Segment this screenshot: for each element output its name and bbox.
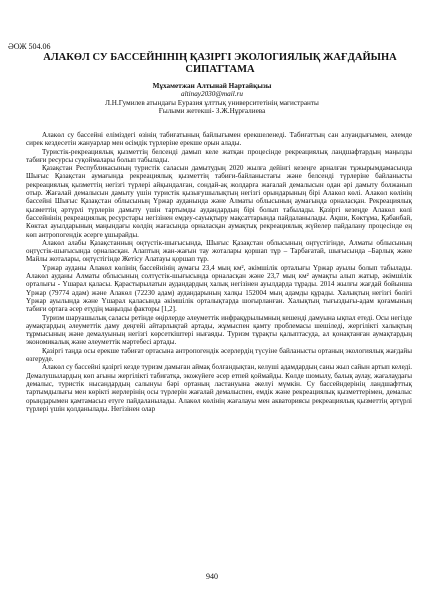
udk-code: ӘОЖ 504.06 bbox=[8, 42, 51, 51]
article-body bbox=[26, 131, 412, 413]
page-number: 940 bbox=[206, 572, 218, 581]
author-supervisor: Ғылыми жетекші- З.Ж.Нұрғалиева bbox=[158, 106, 266, 115]
body-paragraph: Қазіргі таңда осы ерекше табиғат ортасына антропогендік әсерлердің түсуіне байланысты ортаның экологиялық жағдайы өзгеруде. bbox=[26, 346, 412, 364]
body-paragraph: Қазақстан Республикасының туристік саласын дамытудың 2020 жылға дейінгі кезеңге арналған тұжырымдамасында Шығыс Қазақстан аумағында рекреациялық қызметтің табиғи-байланыстағы және белсенді түрлеріне байланысты рекреациялық қызметтің негізгі түрлері айқындалған, сондай-ақ жолдарға жағалай демалысын одан әрі дамыту болжанып отыр. Жағалай демалысын дамыту үшін туристік қызығушылықтың негізгі орындарының бірі Алакөл көлі. Алакөл көлінің бассейні Шығыс Қазақстан облысының Үржар ауданында және Алматы облысының аумағында орналасқан. Рекреациялық қызметтің әртүрлі түрлерін дамыту үшін тартымды аудандардың бірі болып табылады. Қазіргі кезеңде Алакөл көлі бассейнінің рекреациялық ресурстары негізінен емдеу-сауықтыру мақсаттарында пайдаланылады. Ақши, Көктұма, Қабанбай, Көктал ауылдарының маңындағы көлдің жағасында орналасқан аумақтық рекреациялық жүйелер пайдалану процесінде ең көп антропогендік әсерге ұшырайды. bbox=[26, 164, 412, 239]
author-block bbox=[30, 82, 394, 115]
body-paragraph: Туристік-рекреациялық қызметтің белсенді дамып келе жатқан процесінде рекреациялық ландшафтардың маңызды табиғи ресурсы суқоймалары болып табылады. bbox=[26, 147, 412, 164]
author-email: altinay2030@mail.ru bbox=[181, 90, 243, 99]
body-paragraph: Туризм шаруашылық саласы ретінде өңірлерде әлеуметтік инфрақұрылымның кешенді дамуына ықпал етеді. Осы негізде аумақтардың әлеуметтік даму деңгейі айтарлықтай артады, жұмыспен қамту проблемасы шешіледі, жергілікті халықтың тұрмысының және демалуының негізгі көрсеткіштері нығаяды. Туризм тұрақты қалыптасуда, ал қонақтанған аумақтардың экономикалық және әлеуметтік мәртебесі артады. bbox=[26, 313, 412, 347]
author-name: Мұхаметжан Алтынай Нартайқызы bbox=[152, 82, 272, 90]
body-paragraph: Алакөл алабы Қазақстанның оңтүстік-шығысында, Шығыс Қазақстан облысының оңтүстігінде, Алматы облысының оңтүстік-шығысында орналасқан. Алаптың жан-жағын тау жоталары қоршап тұр – Тарбағатай, шығысында –Барлық және Майлы жоталары, оңтүстігінде Жетісу Алатауы қоршап тұр. bbox=[26, 238, 412, 264]
author-affiliation: Л.Н.Гумилев атындағы Еуразия ұлттық университетінің магистранты bbox=[105, 98, 319, 107]
body-paragraph: Үржар ауданы Алакөл көлінің бассейнінің аумағы 23,4 мың км², әкімшілік орталығы Үржар ауылы болып табылады. Алакөл ауданы Алматы облысының солтүстік-шығысында орналасқан және 23,7 мың км² аумақты алып жатыр, әкімшілік орталығы - Үшарал қаласы. Қарастырылатын аудандардың халық негізінен ауылдарда тұрады. 2014 жылғы жағдай бойынша Үржар (79774 адам) және Алакөл (72230 адам) аудандарының халқы 152004 мың адамды құрады. Халықтың негізгі бөлігі Үржар ауылында және Үшарал қаласында әкімшілік орталықтарда шоғырланған. Халықтың тығыздығы-адам қоғамының табиғи ортаға әсер етудің маңызды факторы [1,2]. bbox=[26, 263, 412, 314]
body-paragraph: Алакөл су бассейні қазіргі кезде туризм дамыған аймақ болғандықтан, келуші адамдардың саны жыл сайын артып келеді. Демалушылардың көп ағыны жергілікті табиғатқа, экожүйеге әсер етпей қоймайды. Көлде шомылу, балық аулау, жағалаудағы демалыс, туристік нысандардың салынуы бәрі ортаның ластануына әкелуі мүмкін. Су бассейндерінің ландшафттық тартымдылығы мен көрікті жерлерінің осы түрлерін жағалай демалыспен, емдік және рекреациялық қызметтерімен, демалыс орындарымен қамтамасыз етуге пайдаланылады. Алакөл көлінің жағалауы мен акваториясы рекреациялық қызметтің әртүрлі түрлері үшін қолданылады. Негізінен олар bbox=[26, 363, 412, 413]
body-paragraph: Алакөл су бассейні еліміздегі өзінің табиғатының байлығымен ерекшеленеді. Табиғаттың сан алуандығымен, әлемде сирек кездесетін жануарлар мен өсімдік түрлеріне ерекше орын алады. bbox=[26, 131, 412, 148]
article-title: АЛАКӨЛ СУ БАССЕЙНІНІҢ ҚАЗІРГІ ЭКОЛОГИЯЛЫҚ ЖАҒДАЙЫНА СИПАТТАМА bbox=[43, 52, 397, 75]
